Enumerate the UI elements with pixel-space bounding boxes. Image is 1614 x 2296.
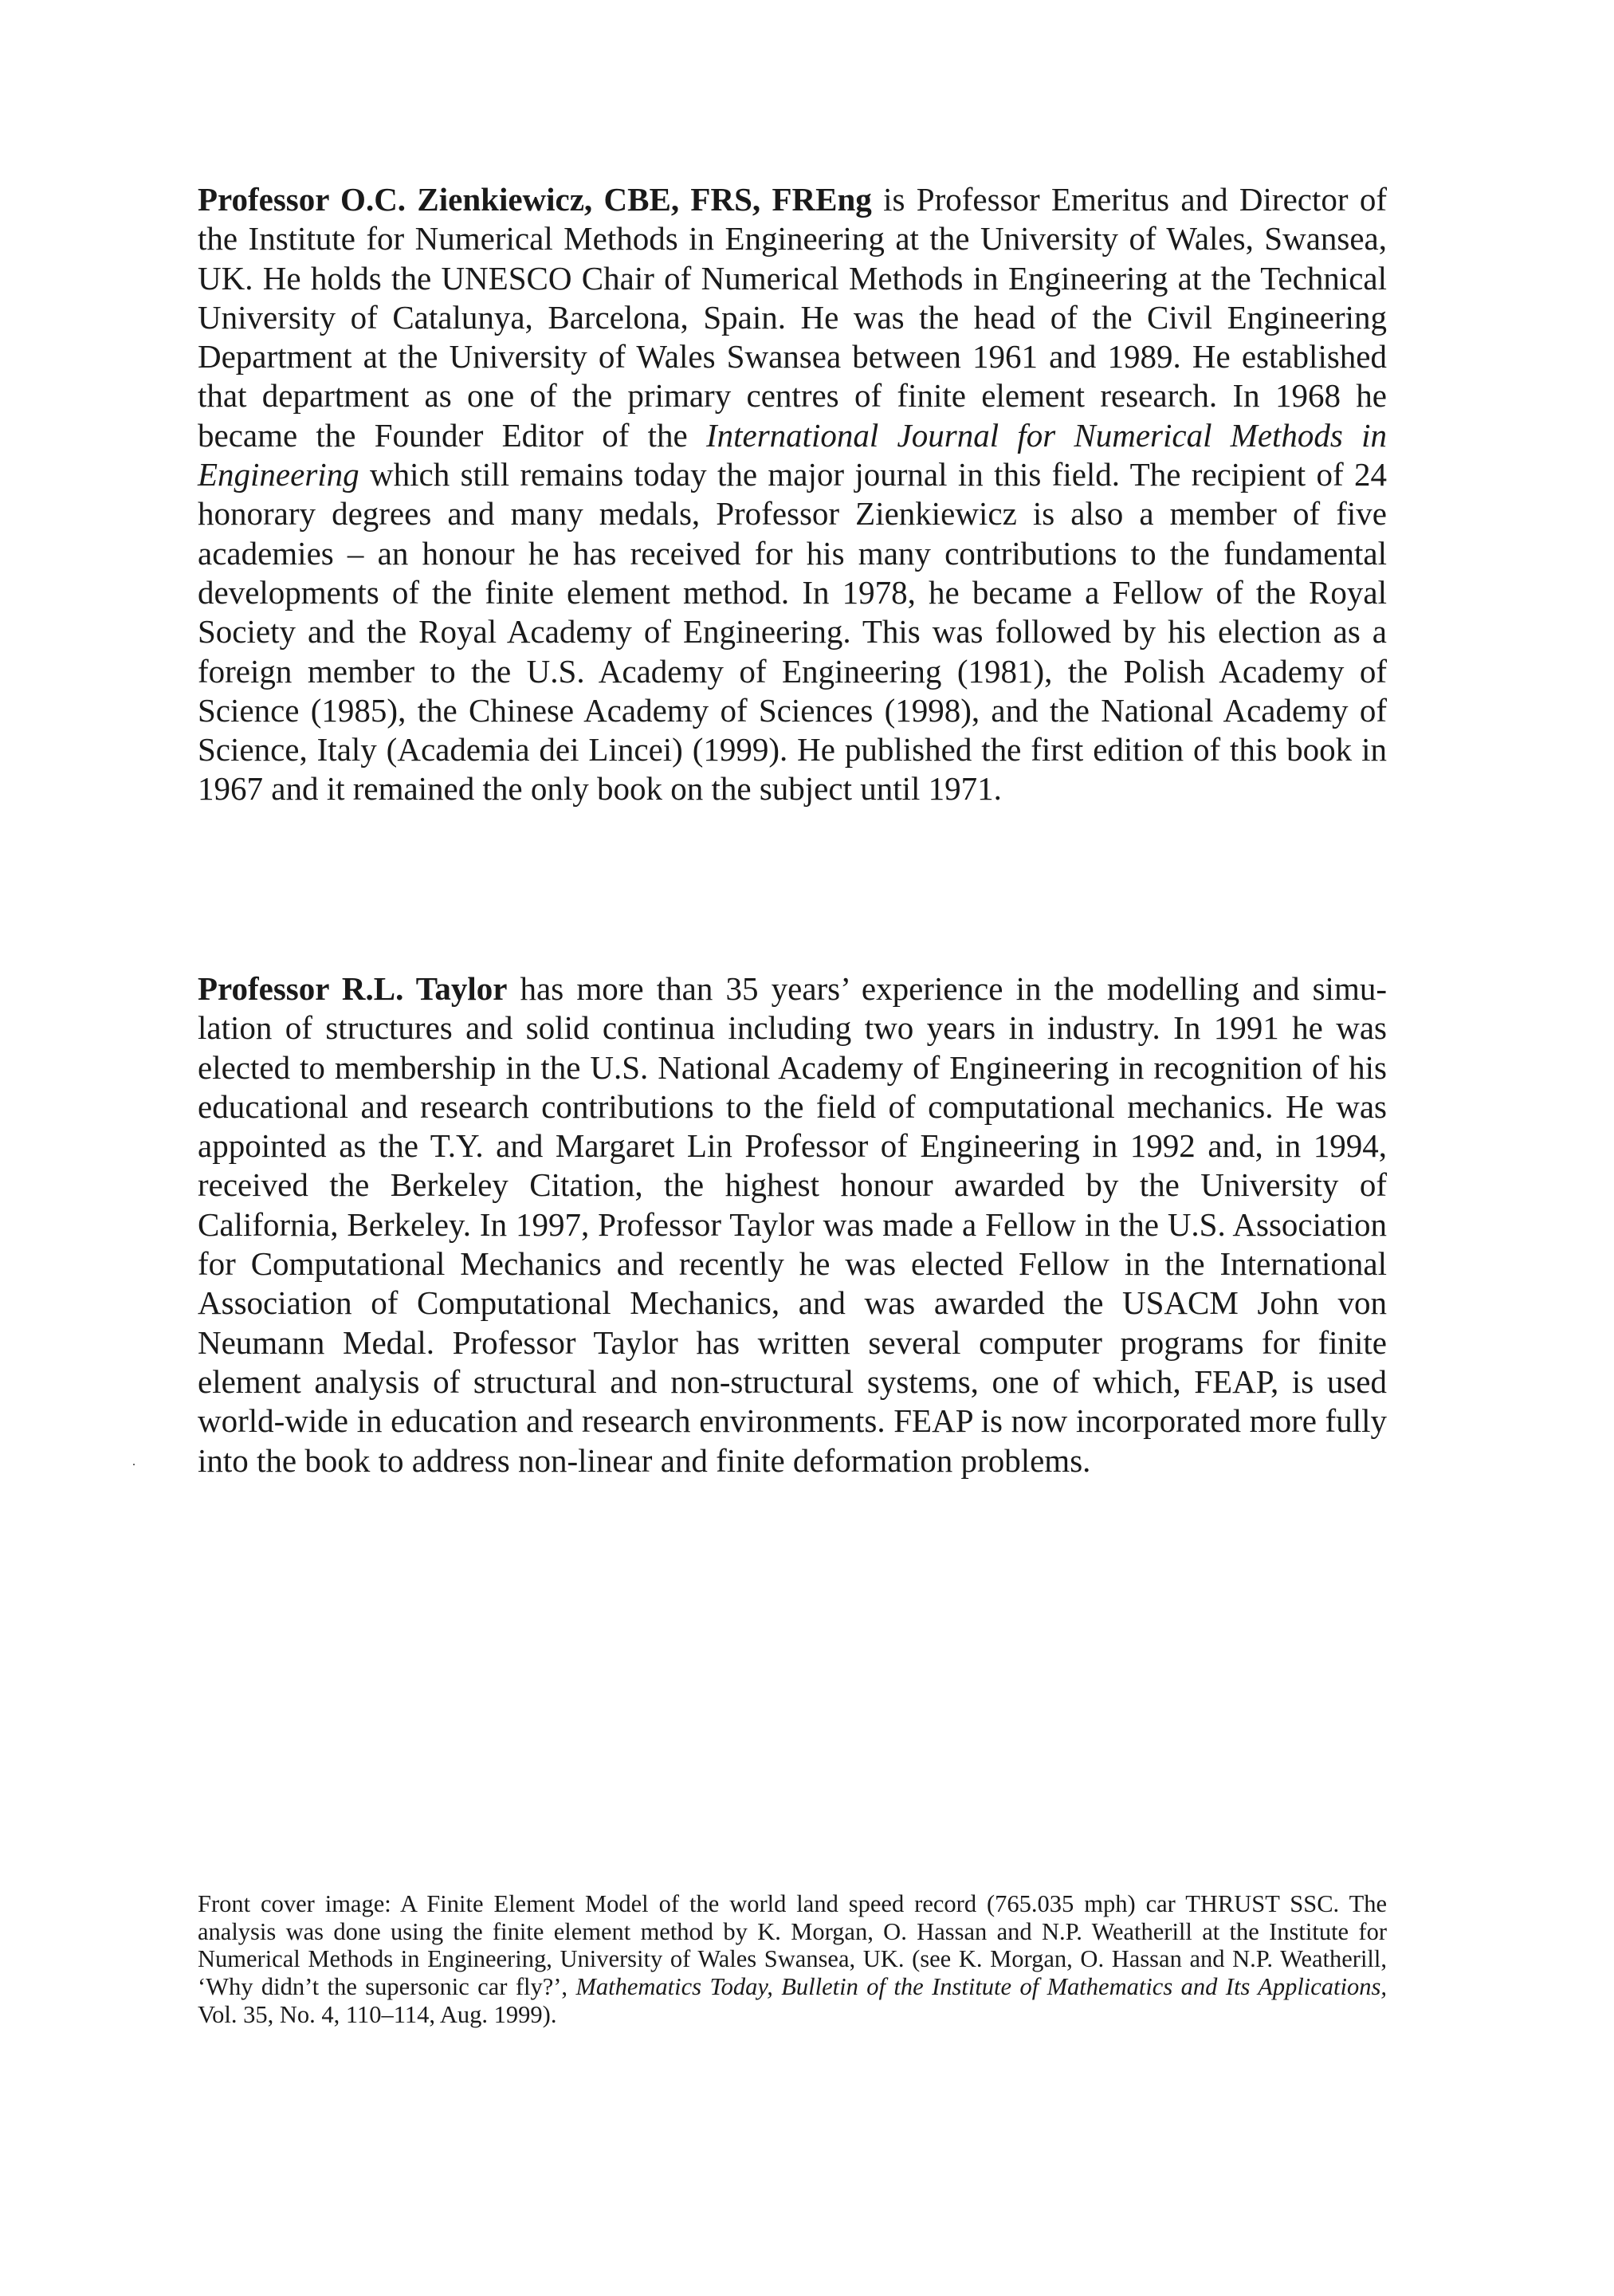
cover-note-text: Front cover image: A Finite Element Model of the world land speed record (765.035 mph) car THRUST SSC. The analysis was done using the finite element method by K. Morgan, O. Hassan and N.P. Weatherill at the Institute for Numerical Methods in Engineering, University of Wales Swansea, UK. (see K. Morgan, O. Hassan and N.P. Weatherill, ‘Why didn’t the supersonic car fly?’, — [198, 1890, 1387, 2001]
bio-zienkiewicz — [198, 180, 1387, 809]
scan-speck — [133, 1464, 135, 1465]
bio-text: which still remains today the major journal in this field. The recipient of 24 honorary degrees and many medals, Professor Zienkiewicz is also a member of five academies – an honour he has received for his many contributions to the fundamental developments of the finite element method. In 1978, he became a Fellow of the Royal Society and the Royal Academy of Engineering. This was followed by his election as a foreign member to the U.S. Academy of Engineering (1981), the Polish Academy of Science (1985), the Chinese Academy of Sciences (1998), and the National Academy of Science, Italy (Academia dei Lincei) (1999). He published the first edition of this book in 1967 and it remained the only book on the subject until 1971. — [198, 456, 1387, 808]
journal-title: International Journal for Numerical Methods in Engineering — [198, 416, 1387, 493]
cover-image-note — [198, 1890, 1387, 2029]
cover-note-text: Vol. 35, No. 4, 110–114, Aug. 1999). — [198, 2000, 557, 2028]
bio-text: is Professor Emeritus and Director of the Institute for Numerical Methods in Engineering at the University of Wales, Swansea, UK. He holds the UNESCO Chair of Numerical Methods in Engineering at the Technical University of Catalunya, Barcelona, Spain. He was the head of the Civil Engineering Department at the University of Wales Swansea between 1961 and 1989. He established that department as one of the primary centres of finite element research. In 1968 he became the Founder Editor of the — [198, 181, 1387, 454]
bio-name: Professor O.C. Zienkiewicz, CBE, FRS, FREng — [198, 181, 872, 218]
bio-taylor — [198, 969, 1387, 1480]
cover-note-journal: Mathematics Today, Bulletin of the Institute of Mathematics and Its Applications, — [575, 1973, 1387, 2001]
bio-text: has more than 35 years’ experience in the modelling and simulation of structures and solid continua including two years in industry. In 1991 he was elected to membership in the U.S. National Academy of Engineering in recognition of his educational and research contributions to the field of computational mechanics. He was appointed as the T.Y. and Margaret Lin Professor of Engineering in 1992 and, in 1994, received the Berkeley Citation, the highest honour awarded by the University of California, Berkeley. In 1997, Professor Taylor was made a Fellow in the U.S. Association for Computational Mechanics and recently he was elected Fellow in the International Association of Computational Mechanics, and was awarded the USACM John von Neumann Medal. Professor Taylor has written several computer programs for finite element analysis of structural and non-structural systems, one of which, FEAP, is used world-wide in education and research environments. FEAP is now incorporated more fully into the book to address non-linear and finite deformation problems. — [198, 970, 1387, 1479]
bio-name: Professor R.L. Taylor — [198, 970, 508, 1007]
